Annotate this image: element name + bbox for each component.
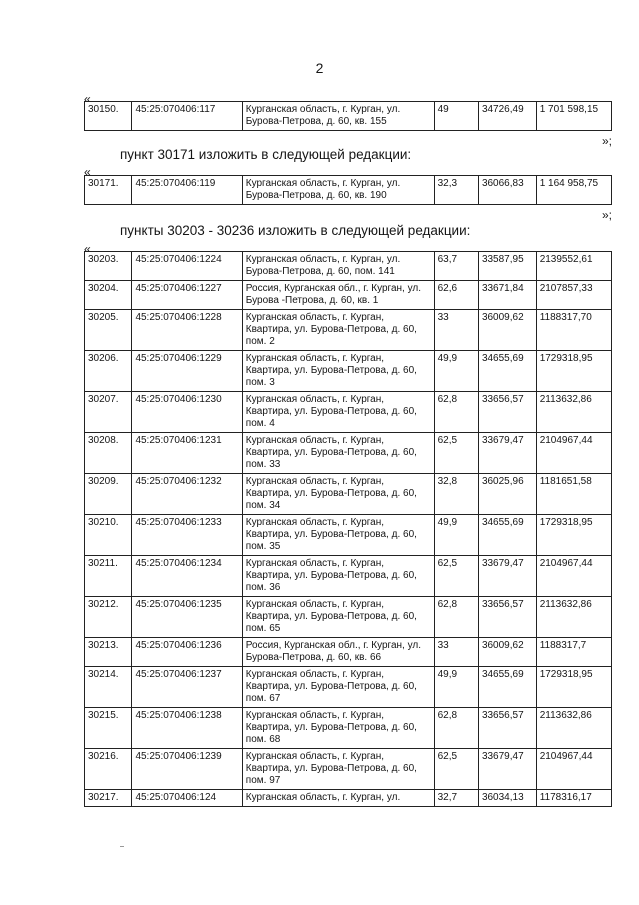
total-price-cell: 1729318,95 (536, 351, 611, 392)
total-price-cell: 1 164 958,75 (536, 176, 611, 205)
item-number-cell: 30207. (85, 392, 132, 433)
price-per-sqm-cell: 33679,47 (478, 556, 536, 597)
cadastral-number-cell: 45:25:070406:1234 (132, 556, 242, 597)
cadastral-number-cell: 45:25:070406:1232 (132, 474, 242, 515)
area-cell: 49 (434, 102, 478, 131)
price-per-sqm-cell: 36025,96 (478, 474, 536, 515)
cadastral-number-cell: 45:25:070406:1239 (132, 749, 242, 790)
item-number-cell: 30208. (85, 433, 132, 474)
address-cell: Курганская область, г. Курган, ул. Бурова-Петрова, д. 60, кв. 155 (242, 102, 434, 131)
table-row (85, 351, 612, 392)
table-row (85, 102, 612, 131)
price-per-sqm-cell: 36066,83 (478, 176, 536, 205)
table-row (85, 310, 612, 351)
total-price-cell: 1181651,58 (536, 474, 611, 515)
total-price-cell: 1729318,95 (536, 667, 611, 708)
table-item-30171 (84, 175, 612, 205)
cadastral-number-cell: 45:25:070406:1227 (132, 281, 242, 310)
table-items-30203-30217 (84, 251, 612, 807)
close-quote-1: »; (601, 134, 612, 148)
cadastral-number-cell: 45:25:070406:1231 (132, 433, 242, 474)
price-per-sqm-cell: 34726,49 (478, 102, 536, 131)
total-price-cell: 2104967,44 (536, 433, 611, 474)
area-cell: 32,3 (434, 176, 478, 205)
table-row (85, 474, 612, 515)
price-per-sqm-cell: 33656,57 (478, 597, 536, 638)
total-price-cell: 1178316,17 (536, 790, 611, 807)
item-number-cell: 30216. (85, 749, 132, 790)
price-per-sqm-cell: 33587,95 (478, 252, 536, 281)
total-price-cell: 2104967,44 (536, 749, 611, 790)
area-cell: 62,8 (434, 392, 478, 433)
area-cell: 62,5 (434, 433, 478, 474)
address-cell: Курганская область, г. Курган, Квартира, ул. Бурова-Петрова, д. 60, пом. 97 (242, 749, 434, 790)
table-row (85, 556, 612, 597)
area-cell: 62,8 (434, 597, 478, 638)
area-cell: 32,7 (434, 790, 478, 807)
table-row (85, 515, 612, 556)
item-number-cell: 30214. (85, 667, 132, 708)
address-cell: Курганская область, г. Курган, Квартира, ул. Бурова-Петрова, д. 60, пом. 33 (242, 433, 434, 474)
cadastral-number-cell: 45:25:070406:1228 (132, 310, 242, 351)
total-price-cell: 2113632,86 (536, 392, 611, 433)
item-number-cell: 30203. (85, 252, 132, 281)
open-quote-1: « (84, 92, 91, 106)
area-cell: 32,8 (434, 474, 478, 515)
item-number-cell: 30171. (85, 176, 132, 205)
area-cell: 63,7 (434, 252, 478, 281)
total-price-cell: 1188317,7 (536, 638, 611, 667)
total-price-cell: 2113632,86 (536, 597, 611, 638)
area-cell: 33 (434, 638, 478, 667)
item-number-cell: 30215. (85, 708, 132, 749)
page-number: 2 (315, 60, 324, 76)
price-per-sqm-cell: 33656,57 (478, 392, 536, 433)
cadastral-number-cell: 45:25:070406:1233 (132, 515, 242, 556)
address-cell: Россия, Курганская обл., г. Курган, ул. Бурова-Петрова, д. 60, кв. 66 (242, 638, 434, 667)
address-cell: Курганская область, г. Курган, Квартира, ул. Бурова-Петрова, д. 60, пом. 35 (242, 515, 434, 556)
instruction-30171: пункт 30171 изложить в следующей редакции: (120, 147, 412, 162)
address-cell: Курганская область, г. Курган, Квартира, ул. Бурова-Петрова, д. 60, пом. 36 (242, 556, 434, 597)
total-price-cell: 2113632,86 (536, 708, 611, 749)
cadastral-number-cell: 45:25:070406:1238 (132, 708, 242, 749)
address-cell: Курганская область, г. Курган, Квартира, ул. Бурова-Петрова, д. 60, пом. 4 (242, 392, 434, 433)
open-quote-3: « (84, 242, 91, 256)
total-price-cell: 2139552,61 (536, 252, 611, 281)
cadastral-number-cell: 45:25:070406:1224 (132, 252, 242, 281)
item-number-cell: 30150. (85, 102, 132, 131)
table-row (85, 638, 612, 667)
address-cell: Курганская область, г. Курган, Квартира, ул. Бурова-Петрова, д. 60, пом. 67 (242, 667, 434, 708)
area-cell: 49,9 (434, 667, 478, 708)
table-row (85, 667, 612, 708)
table-row (85, 790, 612, 807)
total-price-cell: 1188317,70 (536, 310, 611, 351)
table-row (85, 252, 612, 281)
table-row (85, 597, 612, 638)
address-cell: Курганская область, г. Курган, Квартира, ул. Бурова-Петрова, д. 60, пом. 65 (242, 597, 434, 638)
cadastral-number-cell: 45:25:070406:117 (132, 102, 242, 131)
cadastral-number-cell: 45:25:070406:124 (132, 790, 242, 807)
cadastral-number-cell: 45:25:070406:1230 (132, 392, 242, 433)
address-cell: Курганская область, г. Курган, ул. (242, 790, 434, 807)
item-number-cell: 30211. (85, 556, 132, 597)
address-cell: Курганская область, г. Курган, ул. Бурова-Петрова, д. 60, кв. 190 (242, 176, 434, 205)
area-cell: 62,8 (434, 708, 478, 749)
item-number-cell: 30209. (85, 474, 132, 515)
total-price-cell: 1729318,95 (536, 515, 611, 556)
price-per-sqm-cell: 34655,69 (478, 515, 536, 556)
cadastral-number-cell: 45:25:070406:1229 (132, 351, 242, 392)
total-price-cell: 2107857,33 (536, 281, 611, 310)
price-per-sqm-cell: 33656,57 (478, 708, 536, 749)
area-cell: 62,5 (434, 556, 478, 597)
area-cell: 62,6 (434, 281, 478, 310)
open-quote-2: « (84, 165, 91, 179)
margin-mark (120, 846, 124, 847)
area-cell: 62,5 (434, 749, 478, 790)
price-per-sqm-cell: 34655,69 (478, 351, 536, 392)
price-per-sqm-cell: 36034,13 (478, 790, 536, 807)
address-cell: Курганская область, г. Курган, Квартира, ул. Бурова-Петрова, д. 60, пом. 2 (242, 310, 434, 351)
price-per-sqm-cell: 36009,62 (478, 638, 536, 667)
address-cell: Курганская область, г. Курган, Квартира, ул. Бурова-Петрова, д. 60, пом. 3 (242, 351, 434, 392)
price-per-sqm-cell: 33671,84 (478, 281, 536, 310)
instruction-30203-30236: пункты 30203 - 30236 изложить в следующей редакции: (120, 223, 471, 238)
address-cell: Курганская область, г. Курган, Квартира, ул. Бурова-Петрова, д. 60, пом. 34 (242, 474, 434, 515)
item-number-cell: 30204. (85, 281, 132, 310)
area-cell: 49,9 (434, 515, 478, 556)
item-number-cell: 30217. (85, 790, 132, 807)
table-row (85, 749, 612, 790)
total-price-cell: 2104967,44 (536, 556, 611, 597)
cadastral-number-cell: 45:25:070406:119 (132, 176, 242, 205)
cadastral-number-cell: 45:25:070406:1237 (132, 667, 242, 708)
area-cell: 33 (434, 310, 478, 351)
price-per-sqm-cell: 36009,62 (478, 310, 536, 351)
table-item-30150 (84, 101, 612, 131)
area-cell: 49,9 (434, 351, 478, 392)
cadastral-number-cell: 45:25:070406:1236 (132, 638, 242, 667)
close-quote-2: »; (601, 208, 612, 222)
table-row (85, 433, 612, 474)
price-per-sqm-cell: 34655,69 (478, 667, 536, 708)
table-row (85, 176, 612, 205)
item-number-cell: 30210. (85, 515, 132, 556)
item-number-cell: 30213. (85, 638, 132, 667)
table-row (85, 708, 612, 749)
price-per-sqm-cell: 33679,47 (478, 433, 536, 474)
total-price-cell: 1 701 598,15 (536, 102, 611, 131)
item-number-cell: 30212. (85, 597, 132, 638)
price-per-sqm-cell: 33679,47 (478, 749, 536, 790)
address-cell: Курганская область, г. Курган, Квартира, ул. Бурова-Петрова, д. 60, пом. 68 (242, 708, 434, 749)
address-cell: Россия, Курганская обл., г. Курган, ул. Бурова -Петрова, д. 60, кв. 1 (242, 281, 434, 310)
address-cell: Курганская область, г. Курган, ул. Бурова-Петрова, д. 60, пом. 141 (242, 252, 434, 281)
table-row (85, 281, 612, 310)
table-row (85, 392, 612, 433)
item-number-cell: 30206. (85, 351, 132, 392)
cadastral-number-cell: 45:25:070406:1235 (132, 597, 242, 638)
item-number-cell: 30205. (85, 310, 132, 351)
